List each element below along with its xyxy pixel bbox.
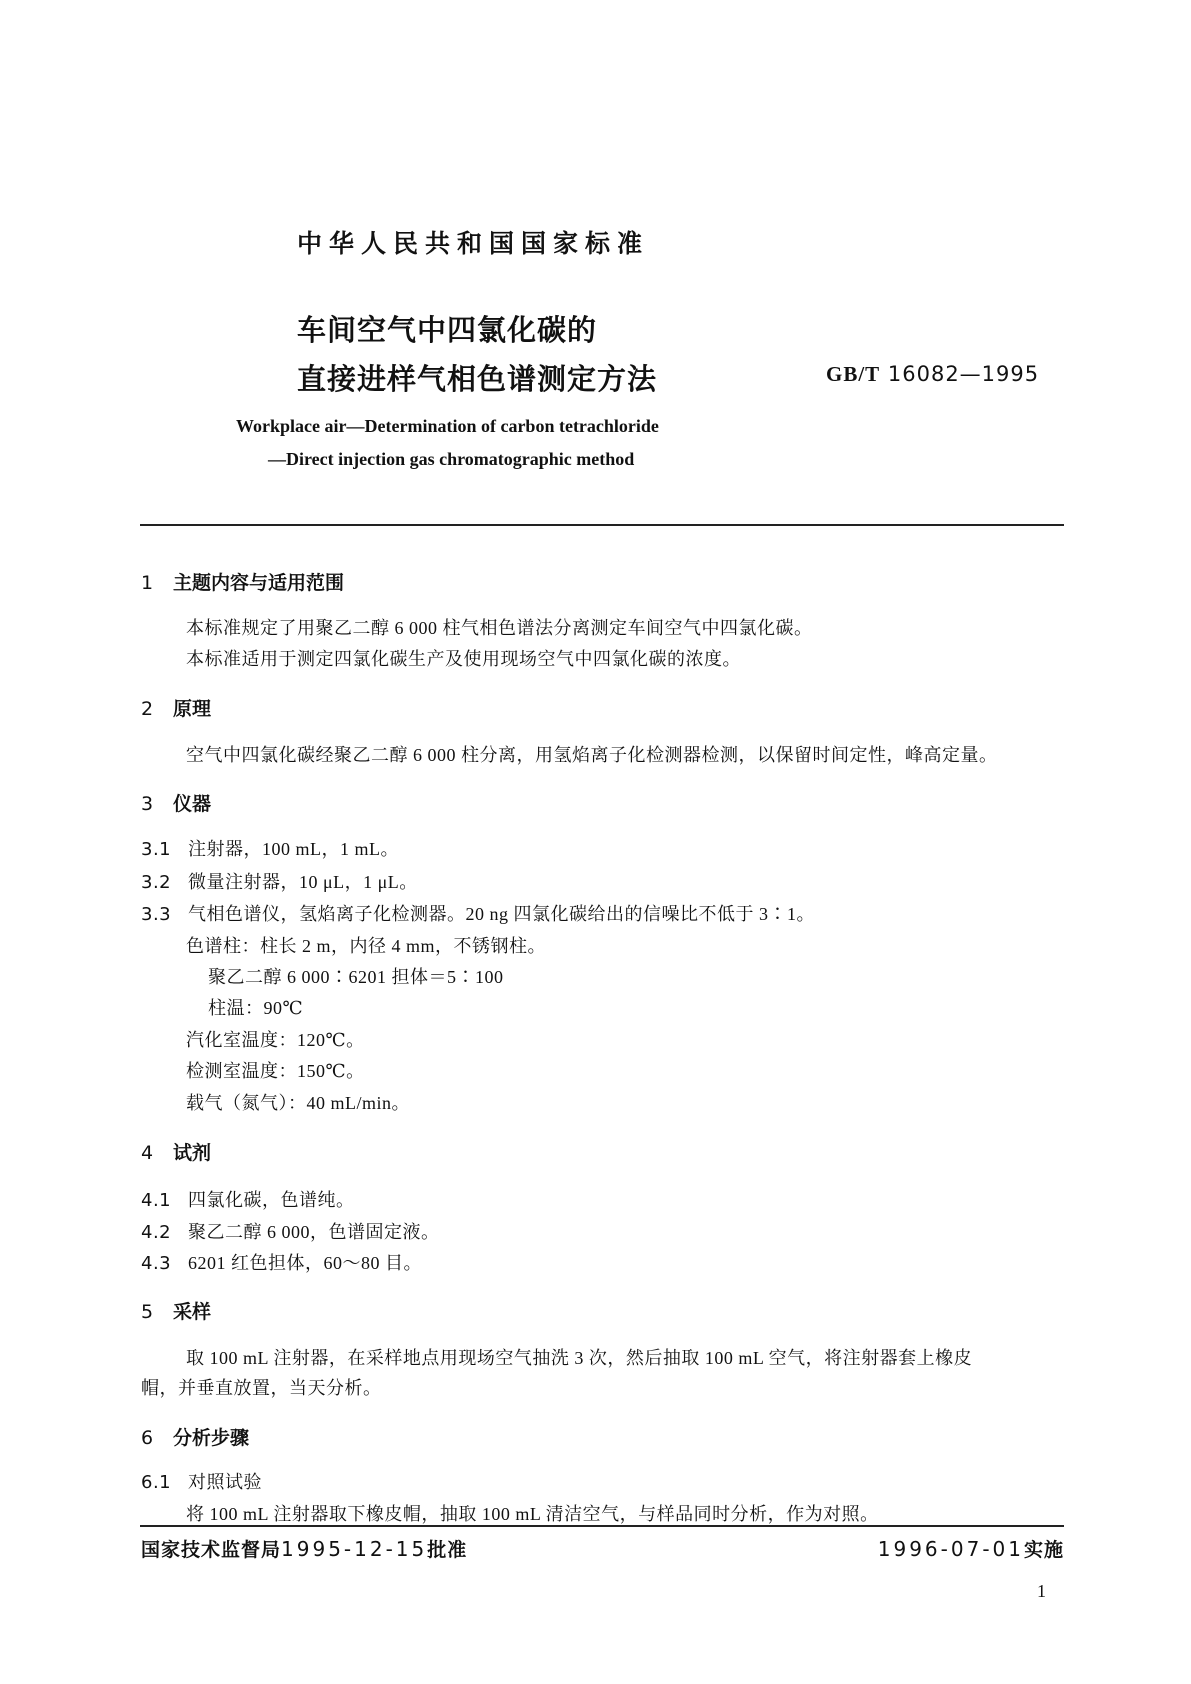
column-temp: 柱温：90℃ bbox=[208, 998, 304, 1018]
approval-line: 国家技术监督局1995-12-15批准 bbox=[141, 1537, 468, 1561]
section-3-heading: 3 仪器 bbox=[141, 793, 212, 815]
item-4-2: 4.2 聚乙二醇 6 000，色谱固定液。 bbox=[141, 1222, 440, 1243]
carrier-gas: 载气（氮气）：40 mL/min。 bbox=[186, 1093, 410, 1113]
section-6-heading: 6 分析步骤 bbox=[141, 1427, 250, 1449]
code-number: 16082—1995 bbox=[887, 362, 1040, 386]
detector-temp: 检测室温度：150℃。 bbox=[186, 1061, 365, 1081]
item-4-3: 4.3 6201 红色担体，60～80 目。 bbox=[141, 1253, 422, 1274]
standard-code bbox=[826, 362, 1039, 387]
code-prefix: GB/T bbox=[826, 362, 881, 386]
section-2-heading: 2 原理 bbox=[141, 698, 212, 720]
effective-line: 1996-07-01实施 bbox=[877, 1537, 1064, 1561]
section-5-heading: 5 采样 bbox=[141, 1301, 212, 1323]
item-4-1: 4.1 四氯化碳，色谱纯。 bbox=[141, 1190, 355, 1211]
paragraph: 将 100 mL 注射器取下橡皮帽，抽取 100 mL 清洁空气，与样品同时分析，作为对照。 bbox=[186, 1504, 879, 1524]
paragraph: 本标准规定了用聚乙二醇 6 000 柱气相色谱法分离测定车间空气中四氯化碳。 bbox=[186, 618, 813, 638]
item-6-1: 6.1 对照试验 bbox=[141, 1472, 262, 1493]
section-1-heading: 1 主题内容与适用范围 bbox=[141, 572, 345, 594]
title-line-1: 车间空气中四氯化碳的 bbox=[297, 313, 598, 347]
item-3-1: 3.1 注射器，100 mL，1 mL。 bbox=[141, 839, 399, 860]
english-title-2: —Direct injection gas chromatographic method bbox=[268, 449, 635, 469]
item-3-3: 3.3 气相色谱仪，氢焰离子化检测器。20 ng 四氯化碳给出的信噪比不低于 3∶1。 bbox=[141, 904, 815, 925]
column-spec: 色谱柱：柱长 2 m，内径 4 mm，不锈钢柱。 bbox=[186, 936, 547, 956]
english-title-1: Workplace air—Determination of carbon tetrachloride bbox=[236, 416, 659, 436]
column-ratio: 聚乙二醇 6 000∶6201 担体＝5∶100 bbox=[208, 967, 504, 987]
paragraph: 取 100 mL 注射器，在采样地点用现场空气抽洗 3 次，然后抽取 100 mL 空气，将注射器套上橡皮 bbox=[186, 1348, 973, 1368]
footer-divider bbox=[140, 1525, 1064, 1527]
title-line-2: 直接进样气相色谱测定方法 bbox=[297, 362, 658, 396]
section-4-heading: 4 试剂 bbox=[141, 1142, 212, 1164]
paragraph: 本标准适用于测定四氯化碳生产及使用现场空气中四氯化碳的浓度。 bbox=[186, 649, 741, 669]
paragraph: 空气中四氯化碳经聚乙二醇 6 000 柱分离，用氢焰离子化检测器检测，以保留时间定性，峰高定量。 bbox=[186, 745, 998, 765]
item-3-2: 3.2 微量注射器，10 μL，1 μL。 bbox=[141, 872, 418, 893]
header-divider bbox=[140, 524, 1064, 526]
page-number: 1 bbox=[1037, 1581, 1047, 1601]
paragraph: 帽，并垂直放置，当天分析。 bbox=[141, 1378, 382, 1398]
vaporizer-temp: 汽化室温度：120℃。 bbox=[186, 1030, 365, 1050]
standard-type: 中华人民共和国国家标准 bbox=[297, 229, 650, 258]
